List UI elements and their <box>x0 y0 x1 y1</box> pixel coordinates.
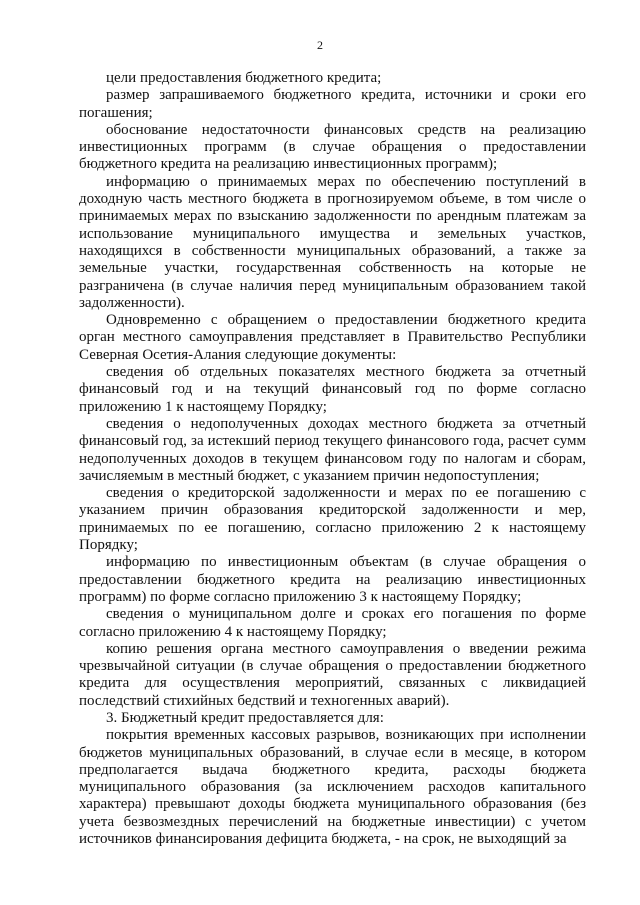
paragraph: обоснование недостаточности финансовых средств на реализацию инвестиционных программ (в случае обращения о предоставлении бюджетного кредита на реализацию инвестиционных программ); <box>79 121 586 173</box>
paragraph: информацию по инвестиционным объектам (в случае обращения о предоставлении бюджетного кредита на реализацию инвестиционных программ) по форме согласно приложению 3 к настоящему Порядку; <box>79 554 586 605</box>
paragraph: покрытия временных кассовых разрывов, возникающих при исполнении бюджетов муниципальных образований, в случае если в месяце, в котором предполагается выдача бюджетного кредита, расходы бюджета муниципального образования (за исключением расходов капитального характера) превышают доходы бюджета муниципального образования (без учета безвозмездных перечислений на бюджетные инвестиции) с учетом источников финансирования дефицита бюджета, - на срок, не выходящий за <box>79 727 586 848</box>
paragraph: сведения об отдельных показателях местного бюджета за отчетный финансовый год и на текущий финансовый год по форме согласно приложению 1 к настоящему Порядку; <box>79 364 586 415</box>
paragraph: копию решения органа местного самоуправления о введении режима чрезвычайной ситуации (в случае обращения о предоставлении бюджетного кредита для осуществления мероприятий, связанных с ликвидацией последствий стихийных бедствий и техногенных аварий). <box>79 640 586 709</box>
paragraph: информацию о принимаемых мерах по обеспечению поступлений в доходную часть местного бюджета в прогнозируемом объеме, в том числе о принимаемых мерах по взысканию задолженности по арендным платежам за использование муниципального имущества и земельных участков, находящихся в собственности муниципальных образований, а также за земельные участки, государственная собственность на которые не разграничена (в случае наличия перед муниципальным образованием такой задолженности). <box>79 173 586 311</box>
paragraph: сведения о кредиторской задолженности и мерах по ее погашению с указанием причин образования кредиторской задолженности и мер, принимаемых по ее погашению, согласно приложению 2 к настоящему Порядку; <box>79 485 586 554</box>
paragraph: размер запрашиваемого бюджетного кредита, источники и сроки его погашения; <box>79 87 586 121</box>
paragraph: Одновременно с обращением о предоставлении бюджетного кредита орган местного самоуправления представляет в Правительство Республики Северная Осетия-Алания следующие документы: <box>79 312 586 363</box>
section-paragraph: 3. Бюджетный кредит предоставляется для: <box>106 709 384 726</box>
paragraph: сведения о муниципальном долге и сроках его погашения по форме согласно приложению 4 к настоящему Порядку; <box>79 606 586 640</box>
paragraph: сведения о недополученных доходах местного бюджета за отчетный финансовый год, за истекший период текущего финансового года, расчет сумм недополученных доходов в текущем финансовом году по налогам и сборам, зачисляемым в местный бюджет, с указанием причин недопоступления; <box>79 415 586 484</box>
paragraph: цели предоставления бюджетного кредита; <box>106 70 382 86</box>
page-number: 2 <box>317 38 323 52</box>
document-body <box>79 70 586 848</box>
